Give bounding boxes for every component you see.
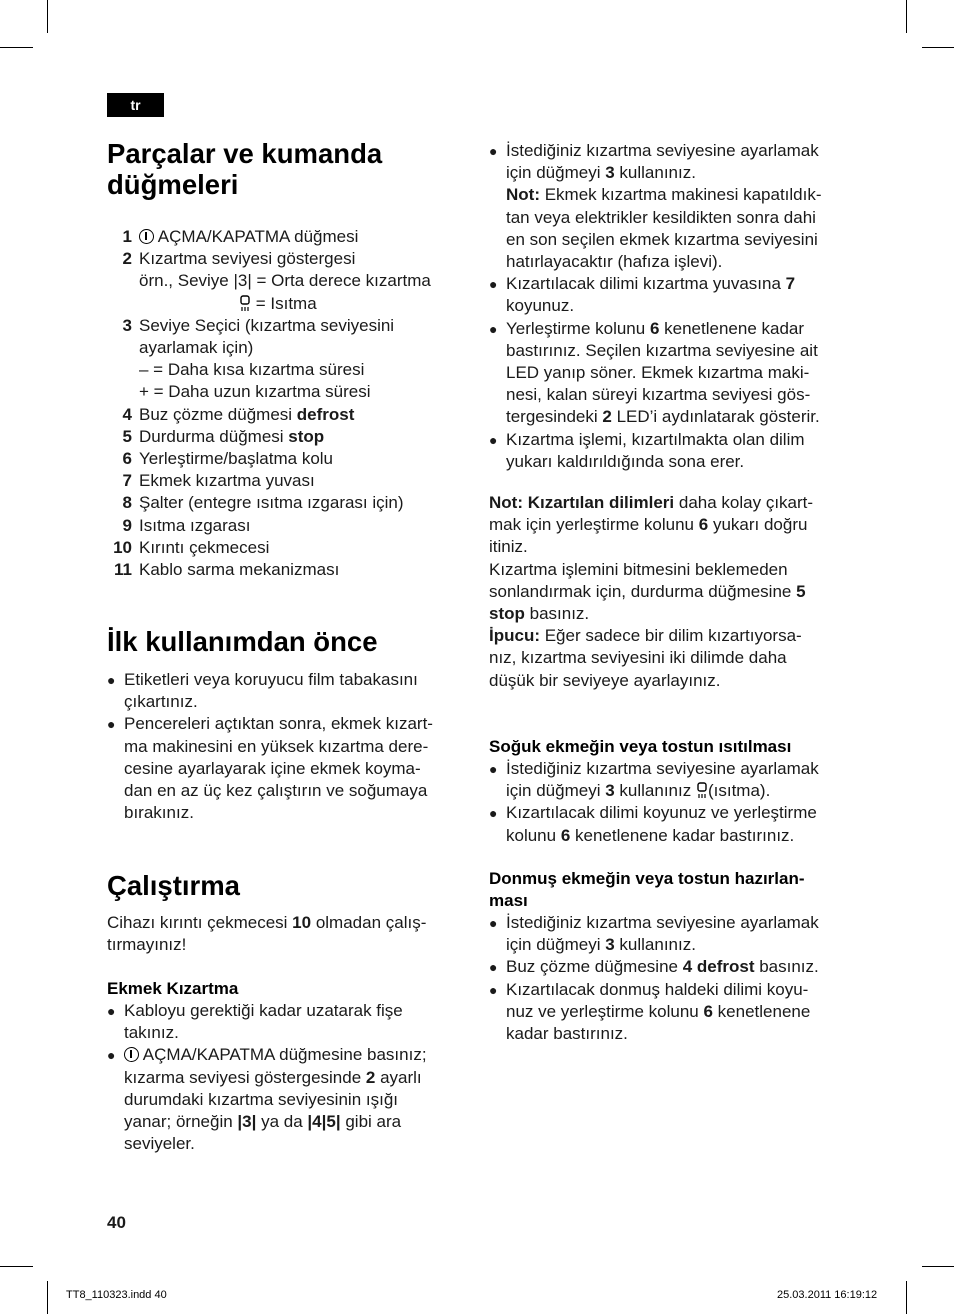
- parts-item-number: 11: [114, 560, 132, 580]
- parts-item: [107, 448, 467, 470]
- parts-item-number: 3: [122, 315, 132, 335]
- list-item: ● İstediğiniz kızartma seviyesine ayarlamak için düğmeyi 3 kullanınız.: [489, 912, 854, 956]
- language-tab: tr: [107, 93, 164, 117]
- parts-title-line2: düğmeleri: [107, 169, 239, 200]
- parts-item-label: AÇMA/KAPATMA düğmesi: [157, 227, 359, 246]
- before-use-list: [107, 669, 467, 824]
- parts-item-label: Isıtma ızgarası: [139, 515, 251, 535]
- parts-item-number: 5: [122, 426, 132, 446]
- operation-steps-list: [489, 140, 854, 473]
- power-icon: [139, 229, 154, 244]
- parts-item-minus: – = Daha kısa kızartma süresi: [139, 360, 365, 380]
- list-item: ● İstediğiniz kızartma seviyesine ayarlamak için düğmeyi 3 kullanınız. Not: Ekmek kızartma makinesi kapatıldık- tan veya elektrikler kesildikten sonra dahi en son seçilen ekmek kızartma seviyesini hatırlayacaktır (hafıza işlevi).: [489, 140, 854, 273]
- warming-icon: [239, 295, 251, 312]
- parts-item: [107, 315, 467, 404]
- parts-item-label: Şalter (entegre ısıtma ızgarası için): [139, 493, 404, 513]
- parts-heading: [107, 138, 382, 200]
- list-item: ● Etiketleri veya koruyucu film tabakasını çıkartınız.: [107, 669, 467, 713]
- parts-item: [107, 470, 467, 492]
- list-item: ● Kızartılacak dilimi koyunuz ve yerleştirme kolunu 6 kenetlenene kadar bastırınız.: [489, 802, 854, 846]
- note-paragraph: Not: Kızartılan dilimleri daha kolay çıkart- mak için yerleştirme kolunu 6 yukarı doğru itiniz. Kızartma işlemini bitmesini beklemeden sonlandırmak için, durdurma düğmesine 5 stop basınız. İpucu: Eğer sadece bir dilim kızartıyorsa- nız, kızartma seviyesini iki dilimde daha düşük bir seviyeye ayarlayınız.: [489, 493, 814, 690]
- parts-item-number: 4: [122, 404, 132, 424]
- slug-timestamp: 25.03.2011 16:19:12: [777, 1289, 878, 1301]
- crop-mark: [47, 0, 48, 33]
- crop-mark: [0, 1266, 33, 1267]
- toasting-heading: Ekmek Kızartma: [107, 979, 239, 998]
- parts-item-number: 7: [122, 471, 132, 491]
- list-item: ● Kızartma işlemi, kızartılmakta olan dilim yukarı kaldırıldığında sona erer.: [489, 429, 854, 473]
- parts-item: [107, 492, 467, 514]
- list-item: ● Kabloyu gerektiği kadar uzatarak fişe takınız.: [107, 1000, 467, 1044]
- parts-item: 4 Buz çözme düğmesi defrost: [107, 404, 467, 426]
- crop-mark: [906, 1281, 907, 1314]
- parts-item-heat: = Isıtma: [139, 293, 467, 315]
- parts-item-number: 6: [122, 449, 132, 469]
- list-item: ● Yerleştirme kolunu 6 kenetlenene kadar bastırınız. Seçilen kızartma seviyesine ait LED yanıp söner. Ekmek kızartma maki- nesi, kalan süreyi kızartma seviyesi gös- tergesindeki 2 LED’i aydınlatarak gösterir.: [489, 318, 854, 429]
- list-item: ● Kızartılacak dilimi kızartma yuvasına 7 koyunuz.: [489, 273, 854, 317]
- parts-item-label: Ekmek kızartma yuvası: [139, 471, 315, 491]
- cold-bread-list: [489, 758, 854, 847]
- list-item: ● Buz çözme düğmesine 4 defrost basınız.: [489, 956, 854, 978]
- list-item: ● Pencereleri açtıktan sonra, ekmek kızart- ma makinesini en yüksek kızartma dere- cesine ayarlayarak içine ekmek koyma- dan en az üç kez çalıştırın ve soğumaya bırakınız.: [107, 713, 467, 824]
- crop-mark: [922, 47, 954, 48]
- crop-mark: [47, 1281, 48, 1314]
- parts-item-number: 2: [122, 249, 132, 269]
- crop-mark: [922, 1266, 954, 1267]
- operation-heading: Çalıştırma: [107, 870, 240, 901]
- note-label: Not:: [506, 185, 540, 205]
- parts-item-plus: + = Daha uzun kızartma süresi: [139, 382, 371, 402]
- cold-bread-heading: Soğuk ekmeğin veya tostun ısıtılması: [489, 737, 792, 756]
- list-item: ● AÇMA/KAPATMA düğmesine basınız; kızarma seviyesi göstergesinde 2 ayarlı durumdaki kızartma seviyesinin ışığı yanar; örneğin |3| ya da |4|5| gibi ara seviyeler.: [107, 1044, 467, 1155]
- parts-item: [107, 515, 467, 537]
- power-icon: [124, 1047, 139, 1062]
- parts-item-label: Kablo sarma mekanizması: [139, 560, 340, 580]
- toasting-list: [107, 1000, 467, 1155]
- tip-label: İpucu:: [489, 626, 540, 646]
- page-number: 40: [107, 1213, 126, 1232]
- frozen-bread-list: [489, 912, 854, 1045]
- parts-title-line1: Parçalar ve kumanda: [107, 138, 383, 169]
- operation-warning: Cihazı kırıntı çekmecesi 10 olmadan çalış- tırmayınız!: [107, 913, 427, 955]
- parts-item-number: 10: [113, 537, 132, 557]
- parts-item: [107, 559, 467, 581]
- slug-filename: TT8_110323.indd 40: [66, 1289, 167, 1301]
- parts-item-number: 1: [122, 227, 132, 246]
- defrost-label: defrost: [296, 404, 355, 424]
- parts-item: 5 Durdurma düğmesi stop: [107, 426, 467, 448]
- parts-item-label: Kırıntı çekmecesi: [139, 537, 270, 557]
- list-item: ● İstediğiniz kızartma seviyesine ayarlamak için düğmeyi 3 kullanınız (ısıtma).: [489, 758, 854, 802]
- crop-mark: [0, 47, 33, 48]
- parts-item-example: örn., Seviye |3| = Orta derece kızartma: [139, 271, 431, 291]
- warming-icon: [696, 782, 708, 799]
- before-use-heading: İlk kullanımdan önce: [107, 626, 378, 657]
- parts-item-number: 9: [122, 515, 132, 535]
- parts-item: [107, 226, 467, 248]
- parts-item-label: ayarlamak için): [139, 338, 254, 358]
- parts-item-label: Kızartma seviyesi göstergesi: [139, 249, 356, 269]
- frozen-bread-heading: Donmuş ekmeğin veya tostun hazırlan- ması: [489, 869, 805, 910]
- parts-item-label: Seviye Seçici (kızartma seviyesini: [139, 315, 395, 335]
- parts-item-label: Yerleştirme/başlatma kolu: [139, 449, 334, 469]
- list-item: ● Kızartılacak donmuş haldeki dilimi koyu- nuz ve yerleştirme kolunu 6 kenetlenene kadar bastırınız.: [489, 979, 854, 1046]
- crop-mark: [906, 0, 907, 33]
- parts-item: [107, 537, 467, 559]
- parts-item: [107, 248, 467, 315]
- stop-label: stop: [288, 426, 325, 446]
- parts-list: [107, 226, 467, 581]
- parts-item-number: 8: [122, 493, 132, 513]
